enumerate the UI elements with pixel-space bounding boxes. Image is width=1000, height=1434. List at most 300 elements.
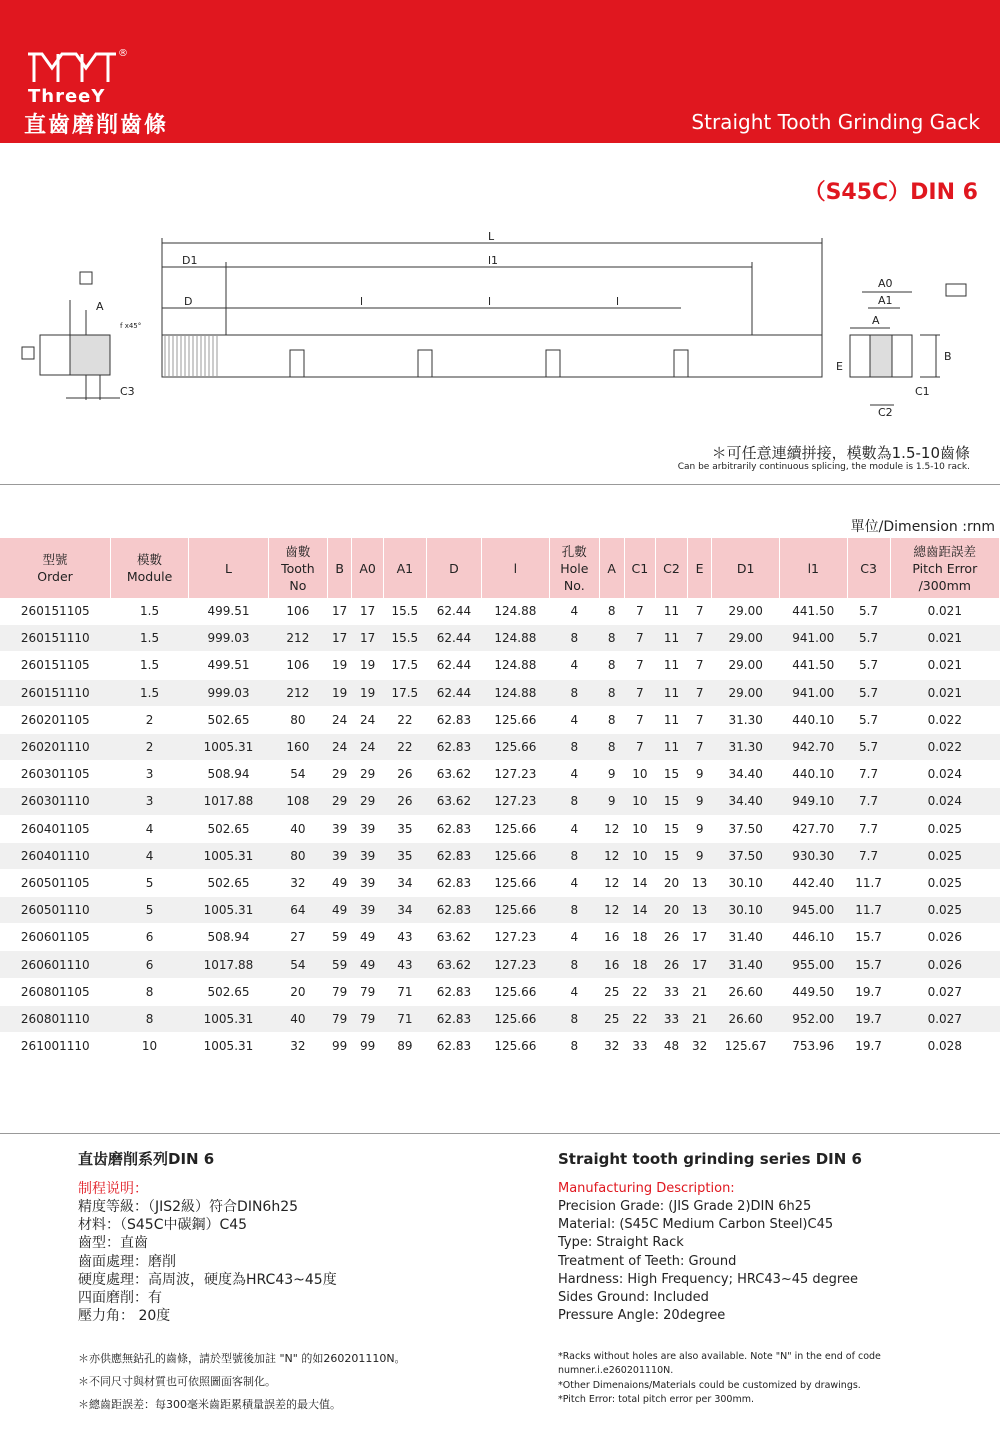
table-cell: 441.50 [780,652,848,679]
table-cell: 6 [111,924,189,951]
table-cell: 260151110 [0,625,111,652]
table-cell: 8 [599,679,624,706]
table-cell: 952.00 [780,1005,848,1032]
table-row [0,679,1000,706]
desc-zh-title: 直齿磨削系列DIN 6 [78,1150,215,1168]
header-line: B [335,560,344,576]
material-standard-title: （S45C）DIN 6 [803,180,978,205]
header-line: l [513,560,518,576]
table-cell: 7 [687,679,712,706]
table-cell: 8 [549,788,599,815]
table-cell: 62.44 [426,652,481,679]
table-cell: 12 [599,815,624,842]
table-cell: 29.00 [712,652,780,679]
table-cell: 15 [656,761,688,788]
table-cell: 260401105 [0,815,111,842]
header-line: Tooth [281,560,315,576]
table-cell: 62.83 [426,733,481,760]
dim-l1-label: l1 [488,254,499,267]
table-cell: 5.7 [847,652,890,679]
table-row [0,706,1000,733]
table-cell: 62.44 [426,625,481,652]
table-header-cell [383,538,426,598]
table-cell: 7.7 [847,842,890,869]
header-line: /300mm [918,577,971,593]
table-cell: 43 [383,951,426,978]
table-cell: 29.00 [712,598,780,625]
table-cell: 14 [624,897,656,924]
table-cell: 1005.31 [189,1033,269,1060]
table-cell: 79 [352,978,383,1005]
table-header-cell [482,538,550,598]
dim-C2-label: C2 [878,406,893,419]
table-cell: 449.50 [780,978,848,1005]
table-cell: 125.66 [482,869,550,896]
table-cell: 7.7 [847,788,890,815]
table-cell: 260401110 [0,842,111,869]
table-row [0,788,1000,815]
table-cell: 20 [268,978,327,1005]
table-cell: 31.30 [712,706,780,733]
table-cell: 7 [687,652,712,679]
table-cell: 0.025 [890,842,999,869]
header-line: No. [563,577,585,593]
table-cell: 34 [383,869,426,896]
table-cell: 62.83 [426,978,481,1005]
table-cell: 8 [599,625,624,652]
desc-zh-list [78,1198,498,1325]
table-cell: 0.025 [890,897,999,924]
table-cell: 125.67 [712,1033,780,1060]
table-cell: 4 [111,842,189,869]
table-cell: 440.10 [780,761,848,788]
table-cell: 32 [687,1033,712,1060]
table-header-cell [847,538,890,598]
table-cell: 0.021 [890,652,999,679]
table-cell: 26.60 [712,1005,780,1032]
table-cell: 64 [268,897,327,924]
table-cell: 31.40 [712,951,780,978]
table-cell: 16 [599,924,624,951]
table-cell: 12 [599,842,624,869]
table-cell: 508.94 [189,924,269,951]
table-header-cell [189,538,269,598]
table-cell: 62.83 [426,897,481,924]
header-line: L [224,560,232,576]
table-row [0,652,1000,679]
table-cell: 4 [549,815,599,842]
table-cell: 10 [111,1033,189,1060]
table-cell: 39 [352,842,383,869]
table-cell: 39 [352,897,383,924]
table-cell: 40 [268,1005,327,1032]
table-cell: 14 [624,869,656,896]
table-cell: 21 [687,978,712,1005]
table-cell: 0.028 [890,1033,999,1060]
dim-E-label: E [836,360,843,373]
table-cell: 63.62 [426,951,481,978]
table-cell: 62.83 [426,1033,481,1060]
divider [0,484,1000,485]
table-cell: 440.10 [780,706,848,733]
table-cell: 1005.31 [189,733,269,760]
table-header-cell [327,538,352,598]
table-cell: 62.83 [426,842,481,869]
table-cell: 212 [268,679,327,706]
desc-item: Material: (S45C Medium Carbon Steel)C45 [558,1217,834,1233]
table-cell: 2 [111,733,189,760]
table-cell: 62.44 [426,679,481,706]
table-row [0,598,1000,625]
table-cell: 1005.31 [189,1005,269,1032]
table-cell: 35 [383,842,426,869]
table-header-cell [624,538,656,598]
table-cell: 7 [624,706,656,733]
table-cell: 942.70 [780,733,848,760]
divider [0,1133,1000,1134]
table-cell: 11.7 [847,897,890,924]
registered-mark: ® [118,48,128,59]
dim-B-label: B [944,350,952,363]
logo-icon [24,50,120,86]
table-cell: 260151105 [0,652,111,679]
table-cell: 11 [656,706,688,733]
table-cell: 1.5 [111,679,189,706]
table-cell: 8 [549,625,599,652]
table-cell: 0.022 [890,706,999,733]
table-header-row [0,538,1000,598]
table-cell: 9 [687,815,712,842]
table-cell: 753.96 [780,1033,848,1060]
table-cell: 0.022 [890,733,999,760]
table-cell: 945.00 [780,897,848,924]
table-cell: 5.7 [847,598,890,625]
table-header-cell [687,538,712,598]
table-cell: 3 [111,761,189,788]
table-cell: 18 [624,924,656,951]
table-cell: 260151105 [0,598,111,625]
table-cell: 9 [599,788,624,815]
table-cell: 11 [656,625,688,652]
table-cell: 10 [624,815,656,842]
table-cell: 5 [111,897,189,924]
table-cell: 7 [687,706,712,733]
table-cell: 17.5 [383,679,426,706]
table-cell: 59 [327,951,352,978]
table-cell: 1017.88 [189,788,269,815]
table-cell: 7.7 [847,761,890,788]
header-line: Pitch Error [912,560,978,576]
table-cell: 63.62 [426,788,481,815]
table-cell: 24 [352,706,383,733]
desc-item: Sides Ground: Included [558,1290,709,1306]
table-cell: 7 [687,598,712,625]
table-cell: 29 [327,761,352,788]
table-cell: 955.00 [780,951,848,978]
table-cell: 63.62 [426,761,481,788]
table-cell: 30.10 [712,897,780,924]
table-cell: 260201105 [0,706,111,733]
table-header-cell [268,538,327,598]
table-cell: 43 [383,924,426,951]
table-cell: 99 [352,1033,383,1060]
table-cell: 0.027 [890,1005,999,1032]
table-cell: 260601105 [0,924,111,951]
spec-table [0,538,1000,1060]
table-cell: 29 [327,788,352,815]
table-cell: 0.025 [890,815,999,842]
table-cell: 2 [111,706,189,733]
header-line: C2 [663,560,680,576]
table-cell: 34.40 [712,761,780,788]
desc-item: 材料：（S45C中碳鋼）C45 [78,1217,248,1234]
table-cell: 4 [549,924,599,951]
table-cell: 5 [111,869,189,896]
header-banner [0,0,1000,143]
table-cell: 1.5 [111,652,189,679]
table-cell: 63.62 [426,924,481,951]
table-cell: 0.021 [890,679,999,706]
table-cell: 0.025 [890,869,999,896]
desc-item: 精度等級：（JIS2級）符合DIN6h25 [78,1199,299,1215]
table-row [0,842,1000,869]
table-cell: 4 [549,869,599,896]
table-cell: 5.7 [847,625,890,652]
table-cell: 7 [624,733,656,760]
table-cell: 32 [268,869,327,896]
table-cell: 4 [549,598,599,625]
dim-L-label: L [488,230,495,243]
table-cell: 24 [327,733,352,760]
table-cell: 0.024 [890,788,999,815]
table-cell: 8 [549,679,599,706]
table-cell: 26 [656,924,688,951]
table-cell: 17 [687,924,712,951]
table-cell: 31.40 [712,924,780,951]
table-cell: 127.23 [482,761,550,788]
table-cell: 8 [549,897,599,924]
table-cell: 15 [656,815,688,842]
table-cell: 21 [687,1005,712,1032]
table-header-cell [426,538,481,598]
table-cell: 125.66 [482,706,550,733]
table-cell: 11 [656,598,688,625]
table-cell: 9 [687,788,712,815]
table-cell: 17.5 [383,652,426,679]
splice-note-zh: ＊可任意連續拼接，模數為1.5-10齒條 [711,444,970,462]
table-header-cell [0,538,111,598]
table-cell: 125.66 [482,842,550,869]
table-cell: 212 [268,625,327,652]
table-cell: 7.7 [847,815,890,842]
table-row [0,733,1000,760]
table-cell: 17 [352,625,383,652]
table-cell: 17 [327,625,352,652]
desc-item: 硬度處理：高周波，硬度為HRC43~45度 [78,1271,337,1288]
table-cell: 127.23 [482,788,550,815]
header-line: 孔數 [561,543,587,559]
table-cell: 79 [327,1005,352,1032]
table-cell: 127.23 [482,924,550,951]
table-cell: 35 [383,815,426,842]
table-cell: 442.40 [780,869,848,896]
table-cell: 13 [687,869,712,896]
table-cell: 1.5 [111,598,189,625]
table-cell: 427.70 [780,815,848,842]
table-cell: 5.7 [847,706,890,733]
table-cell: 7 [624,652,656,679]
table-cell: 19 [327,679,352,706]
table-row [0,897,1000,924]
table-cell: 26 [383,788,426,815]
table-row [0,625,1000,652]
table-cell: 17 [687,951,712,978]
table-cell: 54 [268,951,327,978]
table-cell: 5.7 [847,733,890,760]
table-cell: 1.5 [111,625,189,652]
table-body [0,598,1000,1060]
header-line: 總齒距誤差 [913,543,977,559]
table-cell: 22 [383,706,426,733]
dim-A-left-label: A [96,300,104,313]
table-cell: 62.83 [426,869,481,896]
table-cell: 4 [549,978,599,1005]
desc-item: Pressure Angle: 20degree [558,1308,726,1324]
desc-zh-heading: 制程说明： [78,1181,148,1197]
table-cell: 502.65 [189,869,269,896]
table-row [0,978,1000,1005]
table-cell: 62.83 [426,815,481,842]
table-cell: 127.23 [482,951,550,978]
header-line: A1 [396,560,414,576]
table-cell: 8 [549,951,599,978]
table-cell: 59 [327,924,352,951]
technical-drawing [0,220,1000,440]
footnote-en-2: *Other Dimenaions/Materials could be customized by drawings. [558,1380,861,1391]
table-cell: 16 [599,951,624,978]
table-cell: 24 [352,733,383,760]
table-cell: 260601110 [0,951,111,978]
table-cell: 49 [352,951,383,978]
table-cell: 260151110 [0,679,111,706]
table-cell: 1005.31 [189,842,269,869]
table-cell: 15.7 [847,951,890,978]
footnote-zh-3: ＊總齒距誤差：每300毫米齒距累積量誤差的最大值。 [78,1398,341,1411]
table-cell: 33 [624,1033,656,1060]
table-cell: 0.026 [890,924,999,951]
table-cell: 19.7 [847,1033,890,1060]
table-cell: 0.026 [890,951,999,978]
table-cell: 62.44 [426,598,481,625]
table-cell: 11.7 [847,869,890,896]
table-cell: 22 [624,1005,656,1032]
desc-item: Precision Grade: (JIS Grade 2)DIN 6h25 [558,1199,812,1214]
table-cell: 106 [268,598,327,625]
table-cell: 71 [383,978,426,1005]
desc-en-list [558,1198,978,1325]
header-line: A0 [359,560,376,576]
table-cell: 49 [352,924,383,951]
table-header-cell [111,538,189,598]
table-cell: 1017.88 [189,951,269,978]
table-cell: 124.88 [482,625,550,652]
header-line: E [695,560,704,576]
table-cell: 22 [624,978,656,1005]
unit-label: 單位/Dimension :rnm [850,519,995,535]
table-cell: 7 [624,679,656,706]
table-cell: 32 [268,1033,327,1060]
desc-item: 壓力角： 20度 [78,1308,171,1325]
desc-item: Hardness: High Frequency; HRC43~45 degree [558,1271,858,1287]
product-title-en: Straight Tooth Grinding Gack [691,110,980,134]
table-cell: 80 [268,842,327,869]
table-cell: 0.024 [890,761,999,788]
dim-D-label: D [184,295,193,308]
table-cell: 62.83 [426,706,481,733]
table-header-cell [352,538,383,598]
table-cell: 39 [327,815,352,842]
table-cell: 125.66 [482,733,550,760]
footnote-zh-2: ＊不同尺寸與材質也可依照圖面客制化。 [78,1375,276,1388]
header-line: D [449,560,459,576]
table-cell: 22 [383,733,426,760]
table-cell: 9 [687,761,712,788]
table-cell: 11 [656,679,688,706]
dim-l-label-1: l [360,295,364,308]
table-cell: 4 [549,761,599,788]
table-cell: 29 [352,761,383,788]
table-cell: 79 [327,978,352,1005]
table-cell: 29 [352,788,383,815]
product-title-zh: 直齒磨削齒條 [24,113,169,138]
header-line: No [289,577,307,593]
table-cell: 260501105 [0,869,111,896]
table-cell: 502.65 [189,706,269,733]
header-line: l1 [807,560,819,576]
table-cell: 108 [268,788,327,815]
table-cell: 20 [656,869,688,896]
table-cell: 10 [624,842,656,869]
table-cell: 89 [383,1033,426,1060]
table-row [0,761,1000,788]
footnote-zh-1: ＊亦供應無鉆孔的齒條，請於型號後加註 "N" 的如260201110N。 [78,1352,406,1365]
table-cell: 8 [599,706,624,733]
table-cell: 33 [656,1005,688,1032]
table-cell: 25 [599,1005,624,1032]
table-header-cell [780,538,848,598]
table-cell: 27 [268,924,327,951]
dim-C3-label: C3 [120,385,135,398]
table-cell: 261001110 [0,1033,111,1060]
table-cell: 79 [352,1005,383,1032]
table-cell: 124.88 [482,679,550,706]
table-cell: 8 [111,1005,189,1032]
table-cell: 26 [656,951,688,978]
table-cell: 39 [352,869,383,896]
table-row [0,869,1000,896]
splice-note-en: Can be arbitrarily continuous splicing, the module is 1.5-10 rack. [677,462,970,472]
table-cell: 15.5 [383,598,426,625]
table-cell: 15 [656,842,688,869]
table-cell: 9 [687,842,712,869]
table-cell: 1005.31 [189,897,269,924]
dim-A1-label: A1 [878,294,893,307]
table-cell: 124.88 [482,598,550,625]
table-cell: 19 [352,652,383,679]
table-cell: 11 [656,652,688,679]
table-cell: 125.66 [482,978,550,1005]
table-cell: 999.03 [189,625,269,652]
